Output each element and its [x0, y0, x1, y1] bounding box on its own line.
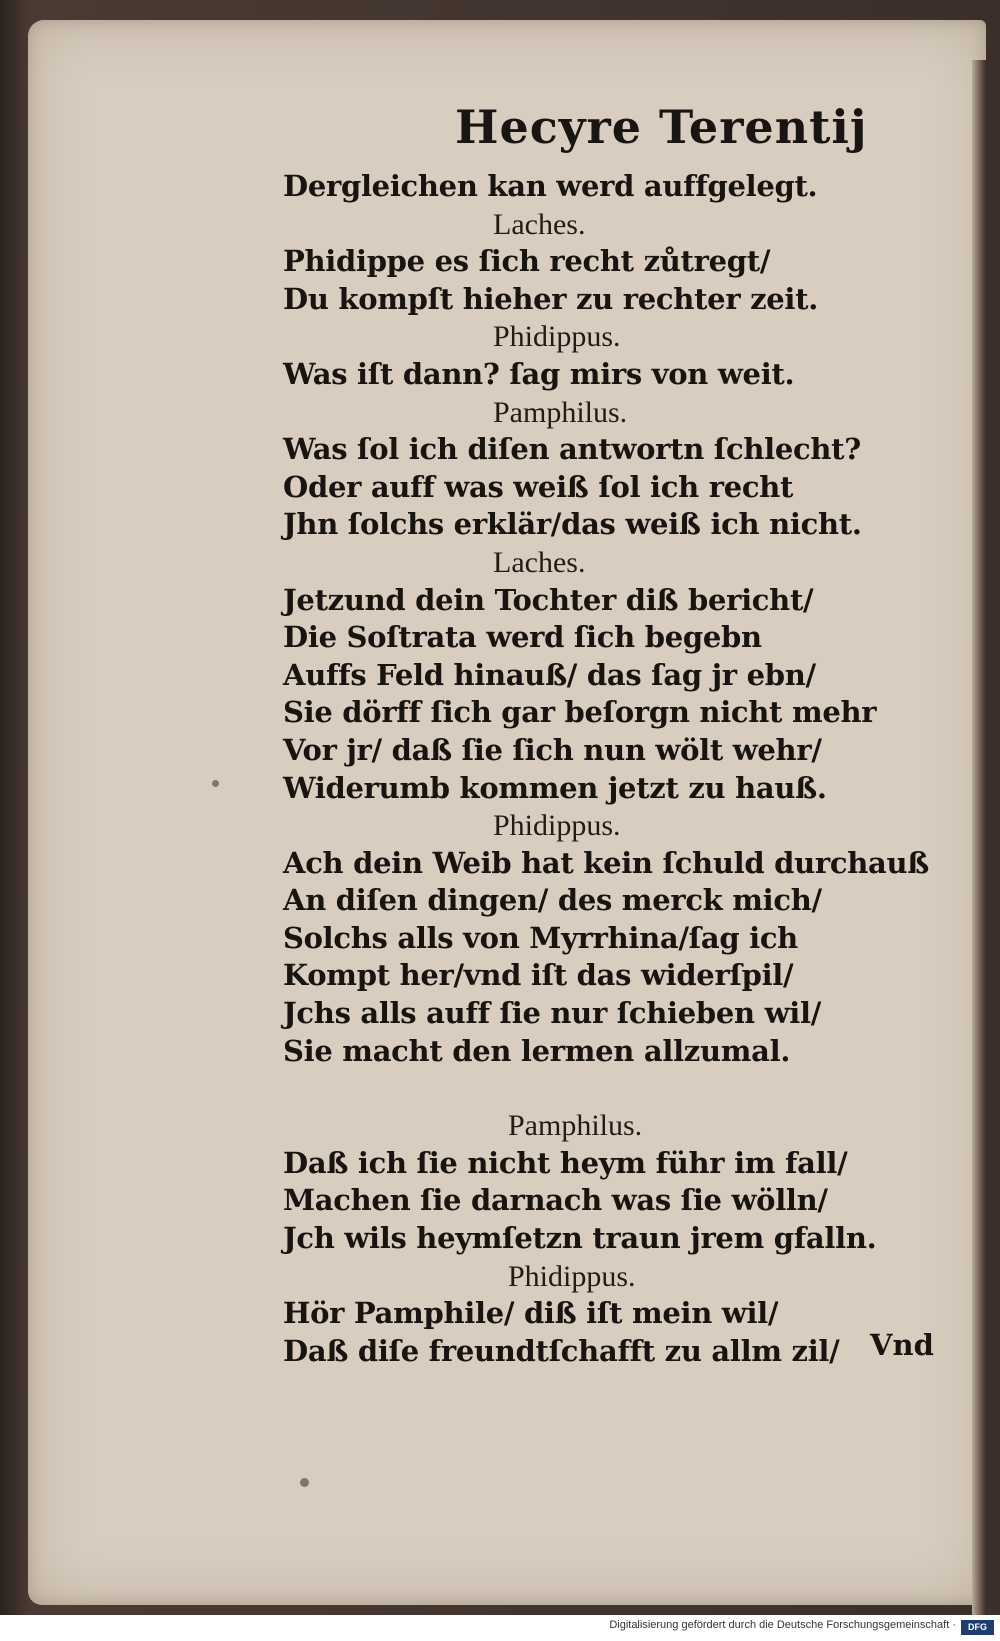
verse-line: Jetzund dein Tochter diß bericht/	[283, 582, 814, 617]
page-edge	[972, 60, 986, 1620]
verse-line: Was iſt dann? ſag mirs von weit.	[283, 356, 795, 391]
verse-line: Die Soſtrata werd ſich begebn	[283, 620, 762, 655]
speaker-name: Pamphilus.	[508, 1109, 643, 1143]
speaker-name: Phidippus.	[493, 320, 621, 354]
ink-spot	[212, 780, 219, 787]
speaker-name: Laches.	[493, 207, 586, 241]
running-header: Hecyre Terentij	[455, 100, 868, 154]
speaker-name: Phidippus.	[508, 1259, 636, 1293]
verse-line: Machen ſie darnach was ſie wölln/	[283, 1183, 828, 1218]
verse-line: Was ſol ich diſen antwortn ſchlecht?	[283, 432, 861, 467]
verse-line: An diſen dingen/ des merck mich/	[283, 883, 822, 918]
verse-text-block	[283, 168, 929, 1370]
verse-line: Kompt her/vnd iſt das widerſpil/	[283, 958, 794, 993]
verse-line: Sie macht den lermen allzumal.	[283, 1033, 791, 1068]
verse-line: Sie dörff ſich gar beſorgn nicht mehr	[283, 695, 877, 730]
verse-line: Oder auff was weiß ſol ich recht	[283, 469, 794, 504]
blank-line	[283, 1070, 883, 1107]
verse-line: Hör Pamphile/ diß iſt mein wil/	[283, 1296, 779, 1331]
verse-line: Jch wils heymſetzn traun jrem gfalln.	[283, 1221, 877, 1256]
verse-line: Du kompſt hieher zu rechter zeit.	[283, 281, 819, 316]
verse-line: Phidippe es ſich recht zůtregt/	[283, 244, 771, 279]
verse-line: Jhn ſolchs erklär/das weiß ich nicht.	[283, 507, 862, 542]
digitization-footer	[0, 1615, 1000, 1641]
verse-line: Solchs alls von Myrrhina/ſag ich	[283, 920, 798, 955]
verse-line: Jchs alls auff ſie nur ſchieben wil/	[283, 996, 822, 1031]
speaker-name: Pamphilus.	[493, 395, 628, 429]
speaker-name: Laches.	[493, 545, 586, 579]
verse-line: Daß ich ſie nicht heym führ im fall/	[283, 1145, 848, 1180]
speaker-name: Phidippus.	[493, 809, 621, 843]
dfg-logo: DFG	[961, 1620, 994, 1635]
verse-line: Ach dein Weib hat kein ſchuld durchauß	[283, 845, 929, 880]
verse-line: Daß diſe freundtſchafft zu allm zil/	[283, 1333, 840, 1368]
footer-credit: Digitalisierung gefördert durch die Deutsche Forschungsgemeinschaft ·	[609, 1619, 956, 1631]
verse-line: Dergleichen kan werd auffgelegt.	[283, 169, 818, 203]
catchword: Vnd	[870, 1328, 934, 1362]
verse-line: Widerumb kommen jetzt zu hauß.	[283, 770, 827, 805]
verse-line: Vor jr/ daß ſie ſich nun wölt wehr/	[283, 732, 822, 767]
ink-spot	[300, 1478, 309, 1487]
verse-line: Auffs Feld hinauß/ das ſag jr ebn/	[283, 657, 816, 692]
